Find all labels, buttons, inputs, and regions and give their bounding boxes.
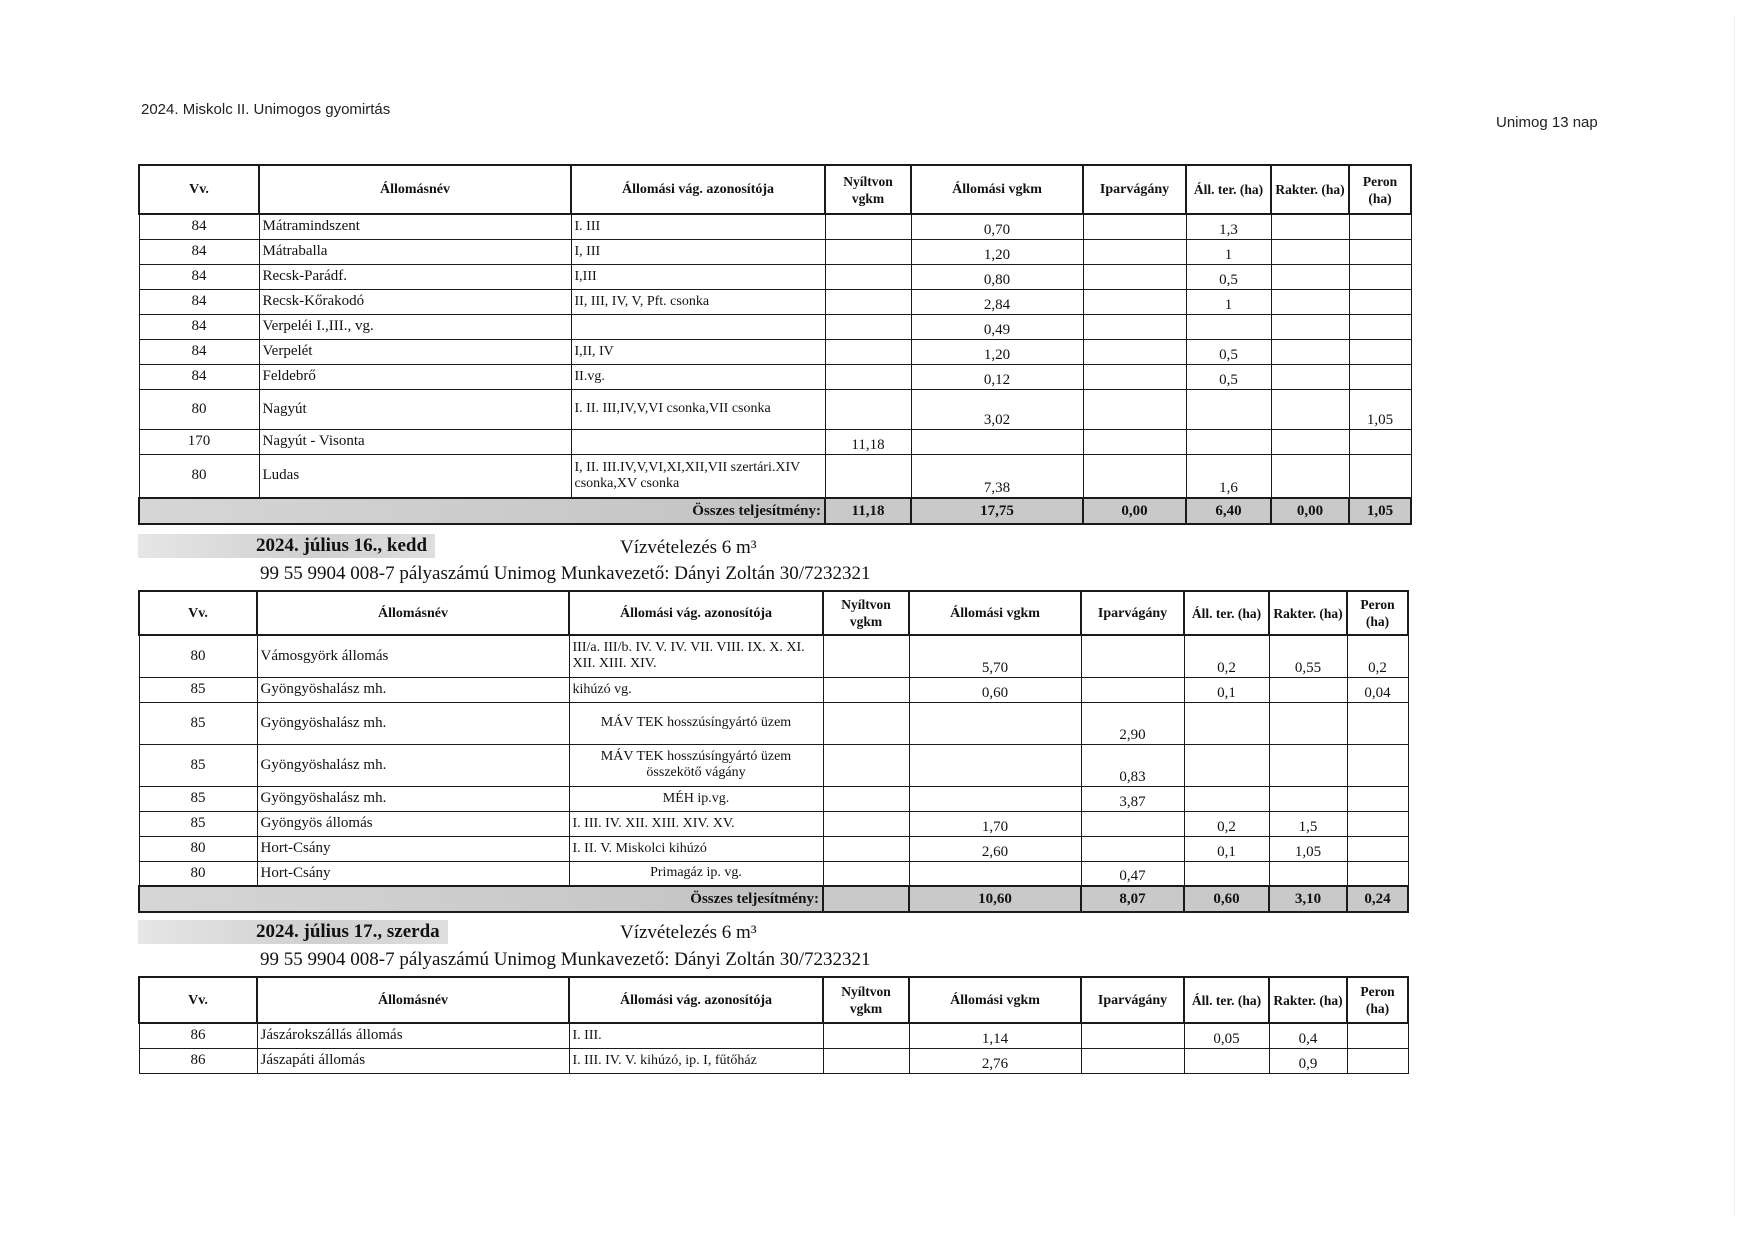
table-row (139, 702, 1408, 744)
work-table-3 (138, 976, 1409, 1074)
table-row (139, 214, 1411, 239)
cell-azon: I. II. III,IV,V,VI csonka,VII csonka (571, 389, 825, 429)
day-1-info: 99 55 9904 008-7 pályaszámú Unimog Munkavezető: Dányi Zoltán 30/7232321 (260, 563, 871, 584)
col-header-ipar: Iparvágány (1081, 591, 1184, 635)
total-label: Összes teljesítmény: (139, 886, 823, 912)
table-row (139, 314, 1411, 339)
cell-name: Jászapáti állomás (257, 1048, 569, 1073)
total-allter: 0,60 (1184, 886, 1269, 912)
cell-nyilt (823, 702, 909, 744)
table-row (139, 861, 1408, 886)
cell-vv: 84 (139, 239, 259, 264)
cell-allter: 0,2 (1184, 811, 1269, 836)
cell-allter: 0,5 (1186, 339, 1271, 364)
cell-vv: 86 (139, 1023, 257, 1048)
cell-vv: 84 (139, 214, 259, 239)
document-title: 2024. Miskolc II. Unimogos gyomirtás (141, 101, 391, 118)
cell-rakter (1271, 314, 1349, 339)
cell-rakter: 1,5 (1269, 811, 1347, 836)
cell-name: Nagyút (259, 389, 571, 429)
col-header-rakter: Rakter. (ha) (1271, 165, 1349, 214)
cell-azon: Primagáz ip. vg. (569, 861, 823, 886)
cell-nyilt (823, 1023, 909, 1048)
cell-nyilt (823, 677, 909, 702)
cell-azon: MÉH ip.vg. (569, 786, 823, 811)
table-row (139, 264, 1411, 289)
cell-allter (1184, 744, 1269, 786)
cell-rakter: 0,4 (1269, 1023, 1347, 1048)
cell-name: Gyöngyös állomás (257, 811, 569, 836)
work-table-2 (138, 590, 1409, 913)
table-row (139, 1023, 1408, 1048)
col-header-nyilt: Nyíltvon vgkm (823, 977, 909, 1023)
cell-nyilt (823, 786, 909, 811)
cell-ipar (1081, 811, 1184, 836)
cell-rakter (1271, 264, 1349, 289)
cell-peron (1349, 289, 1411, 314)
cell-allter: 0,1 (1184, 677, 1269, 702)
cell-vv: 84 (139, 314, 259, 339)
table-row (139, 786, 1408, 811)
cell-allter (1184, 1048, 1269, 1073)
cell-allomasi (909, 786, 1081, 811)
cell-nyilt (823, 861, 909, 886)
cell-ipar (1083, 264, 1186, 289)
table-row (139, 811, 1408, 836)
cell-rakter (1271, 239, 1349, 264)
cell-vv: 84 (139, 264, 259, 289)
cell-rakter (1271, 214, 1349, 239)
cell-peron (1347, 744, 1408, 786)
cell-rakter (1271, 289, 1349, 314)
cell-vv: 170 (139, 429, 259, 454)
cell-peron (1347, 1023, 1408, 1048)
cell-allter: 1,3 (1186, 214, 1271, 239)
cell-allter: 1 (1186, 289, 1271, 314)
total-peron: 1,05 (1349, 498, 1411, 524)
cell-azon: III/a. III/b. IV. V. IV. VII. VIII. IX. X. XI. XII. XIII. XIV. (569, 635, 823, 677)
cell-vv: 85 (139, 677, 257, 702)
col-header-vv: Vv. (139, 165, 259, 214)
cell-nyilt (825, 239, 911, 264)
col-header-name: Állomásnév (257, 591, 569, 635)
col-header-vv: Vv. (139, 977, 257, 1023)
cell-vv: 84 (139, 364, 259, 389)
total-rakter: 3,10 (1269, 886, 1347, 912)
cell-rakter: 0,55 (1269, 635, 1347, 677)
cell-nyilt: 11,18 (825, 429, 911, 454)
cell-allomasi: 1,70 (909, 811, 1081, 836)
cell-allter: 1 (1186, 239, 1271, 264)
cell-allter (1186, 429, 1271, 454)
cell-azon: I. III (571, 214, 825, 239)
cell-allomasi: 0,80 (911, 264, 1083, 289)
cell-vv: 80 (139, 635, 257, 677)
cell-ipar (1083, 214, 1186, 239)
cell-rakter (1269, 786, 1347, 811)
cell-vv: 85 (139, 786, 257, 811)
cell-peron (1349, 214, 1411, 239)
cell-peron: 0,2 (1347, 635, 1408, 677)
cell-ipar (1083, 314, 1186, 339)
cell-allomasi (909, 861, 1081, 886)
cell-allter (1184, 702, 1269, 744)
cell-rakter (1271, 364, 1349, 389)
cell-allomasi: 2,84 (911, 289, 1083, 314)
total-row (139, 498, 1411, 524)
cell-vv: 80 (139, 861, 257, 886)
cell-allomasi (911, 429, 1083, 454)
table-header-row (139, 591, 1408, 635)
cell-allter: 0,5 (1186, 364, 1271, 389)
scan-edge (1734, 15, 1735, 1215)
cell-vv: 85 (139, 744, 257, 786)
cell-allter (1186, 389, 1271, 429)
cell-name: Verpeléi I.,III., vg. (259, 314, 571, 339)
cell-allomasi (909, 702, 1081, 744)
cell-allomasi (909, 744, 1081, 786)
col-header-rakter: Rakter. (ha) (1269, 977, 1347, 1023)
cell-ipar: 0,47 (1081, 861, 1184, 886)
table-row (139, 429, 1411, 454)
table-row (139, 677, 1408, 702)
table-row (139, 836, 1408, 861)
total-nyilt: 11,18 (825, 498, 911, 524)
cell-azon: I. III. IV. XII. XIII. XIV. XV. (569, 811, 823, 836)
cell-name: Hort-Csány (257, 836, 569, 861)
total-nyilt (823, 886, 909, 912)
cell-ipar (1083, 239, 1186, 264)
cell-allter: 0,2 (1184, 635, 1269, 677)
cell-name: Recsk-Parádf. (259, 264, 571, 289)
cell-allter: 0,1 (1184, 836, 1269, 861)
col-header-allter: Áll. ter. (ha) (1184, 977, 1269, 1023)
table-row (139, 339, 1411, 364)
table-1-body (139, 165, 1411, 524)
day-1-date: 2024. július 16., kedd (138, 534, 435, 558)
cell-nyilt (825, 314, 911, 339)
cell-ipar (1083, 429, 1186, 454)
cell-nyilt (823, 1048, 909, 1073)
cell-peron (1347, 702, 1408, 744)
work-table-1 (138, 164, 1412, 525)
cell-nyilt (825, 289, 911, 314)
table-header-row (139, 165, 1411, 214)
col-header-allomasi: Állomási vgkm (909, 591, 1081, 635)
cell-ipar (1081, 1048, 1184, 1073)
cell-nyilt (825, 339, 911, 364)
table-3-body (139, 977, 1408, 1073)
table-row (139, 289, 1411, 314)
cell-rakter (1269, 861, 1347, 886)
cell-peron (1349, 314, 1411, 339)
total-label: Összes teljesítmény: (139, 498, 825, 524)
cell-name: Gyöngyöshalász mh. (257, 702, 569, 744)
table-row (139, 744, 1408, 786)
document-right-note: Unimog 13 nap (1496, 114, 1598, 131)
cell-name: Mátraballa (259, 239, 571, 264)
cell-name: Hort-Csány (257, 861, 569, 886)
cell-allter (1184, 861, 1269, 886)
cell-azon: I, III (571, 239, 825, 264)
cell-ipar (1083, 339, 1186, 364)
cell-nyilt (825, 264, 911, 289)
cell-nyilt (823, 744, 909, 786)
cell-peron (1347, 1048, 1408, 1073)
cell-rakter (1271, 429, 1349, 454)
cell-vv: 84 (139, 339, 259, 364)
cell-nyilt (823, 836, 909, 861)
cell-allomasi: 0,60 (909, 677, 1081, 702)
cell-peron (1347, 786, 1408, 811)
cell-nyilt (825, 389, 911, 429)
cell-allomasi: 0,70 (911, 214, 1083, 239)
cell-peron (1349, 339, 1411, 364)
cell-ipar (1081, 836, 1184, 861)
cell-nyilt (825, 214, 911, 239)
cell-allter (1186, 314, 1271, 339)
cell-azon: I, II. III.IV,V,VI,XI,XII,VII szertári.XIV csonka,XV csonka (571, 454, 825, 498)
table-header-row (139, 977, 1408, 1023)
cell-azon: I,II, IV (571, 339, 825, 364)
cell-azon: II, III, IV, V, Pft. csonka (571, 289, 825, 314)
col-header-nyilt: Nyíltvon vgkm (825, 165, 911, 214)
cell-name: Ludas (259, 454, 571, 498)
col-header-ipar: Iparvágány (1081, 977, 1184, 1023)
cell-peron (1347, 836, 1408, 861)
cell-rakter: 0,9 (1269, 1048, 1347, 1073)
cell-name: Jászárokszállás állomás (257, 1023, 569, 1048)
cell-name: Gyöngyöshalász mh. (257, 786, 569, 811)
cell-rakter (1269, 677, 1347, 702)
table-row (139, 364, 1411, 389)
cell-peron (1347, 811, 1408, 836)
total-row (139, 886, 1408, 912)
cell-peron (1349, 454, 1411, 498)
cell-allomasi: 0,12 (911, 364, 1083, 389)
cell-ipar (1081, 635, 1184, 677)
cell-azon (571, 314, 825, 339)
col-header-name: Állomásnév (259, 165, 571, 214)
cell-name: Gyöngyöshalász mh. (257, 744, 569, 786)
cell-vv: 85 (139, 811, 257, 836)
cell-vv: 80 (139, 836, 257, 861)
cell-azon: I. II. V. Miskolci kihúzó (569, 836, 823, 861)
cell-ipar (1083, 389, 1186, 429)
total-ipar: 8,07 (1081, 886, 1184, 912)
cell-allomasi: 1,20 (911, 239, 1083, 264)
col-header-allomasi: Állomási vgkm (909, 977, 1081, 1023)
day-2-water: Vízvételezés 6 m³ (620, 922, 757, 943)
cell-azon: MÁV TEK hosszúsíngyártó üzem (569, 702, 823, 744)
cell-name: Nagyút - Visonta (259, 429, 571, 454)
cell-peron (1349, 264, 1411, 289)
cell-name: Recsk-Kőrakodó (259, 289, 571, 314)
cell-allter: 0,05 (1184, 1023, 1269, 1048)
cell-azon: kihúzó vg. (569, 677, 823, 702)
cell-allomasi: 7,38 (911, 454, 1083, 498)
cell-azon: MÁV TEK hosszúsíngyártó üzem összekötő vágány (569, 744, 823, 786)
cell-peron (1349, 429, 1411, 454)
cell-azon: I,III (571, 264, 825, 289)
day-2-info: 99 55 9904 008-7 pályaszámú Unimog Munkavezető: Dányi Zoltán 30/7232321 (260, 949, 871, 970)
table-row (139, 239, 1411, 264)
cell-ipar (1083, 289, 1186, 314)
cell-nyilt (823, 811, 909, 836)
table-row (139, 454, 1411, 498)
cell-peron: 0,04 (1347, 677, 1408, 702)
total-allomasi: 17,75 (911, 498, 1083, 524)
cell-ipar (1083, 364, 1186, 389)
col-header-azon: Állomási vág. azonosítója (569, 977, 823, 1023)
col-header-name: Állomásnév (257, 977, 569, 1023)
cell-vv: 80 (139, 454, 259, 498)
cell-rakter (1271, 454, 1349, 498)
total-ipar: 0,00 (1083, 498, 1186, 524)
col-header-peron: Peron (ha) (1349, 165, 1411, 214)
cell-name: Feldebrő (259, 364, 571, 389)
table-2-body (139, 591, 1408, 912)
cell-rakter (1271, 389, 1349, 429)
cell-allter (1184, 786, 1269, 811)
total-peron: 0,24 (1347, 886, 1408, 912)
col-header-peron: Peron (ha) (1347, 977, 1408, 1023)
col-header-nyilt: Nyíltvon vgkm (823, 591, 909, 635)
cell-peron (1347, 861, 1408, 886)
cell-name: Vámosgyörk állomás (257, 635, 569, 677)
cell-azon: I. III. IV. V. kihúzó, ip. I, fűtőház (569, 1048, 823, 1073)
cell-azon (571, 429, 825, 454)
col-header-rakter: Rakter. (ha) (1269, 591, 1347, 635)
cell-rakter (1269, 744, 1347, 786)
cell-vv: 80 (139, 389, 259, 429)
cell-allomasi: 2,60 (909, 836, 1081, 861)
cell-nyilt (823, 635, 909, 677)
cell-peron: 1,05 (1349, 389, 1411, 429)
cell-rakter (1271, 339, 1349, 364)
table-row (139, 635, 1408, 677)
cell-nyilt (825, 454, 911, 498)
col-header-allter: Áll. ter. (ha) (1184, 591, 1269, 635)
cell-vv: 84 (139, 289, 259, 314)
cell-peron (1349, 239, 1411, 264)
total-allter: 6,40 (1186, 498, 1271, 524)
cell-ipar: 3,87 (1081, 786, 1184, 811)
cell-allomasi: 0,49 (911, 314, 1083, 339)
table-row (139, 389, 1411, 429)
col-header-peron: Peron (ha) (1347, 591, 1408, 635)
col-header-vv: Vv. (139, 591, 257, 635)
cell-allomasi: 5,70 (909, 635, 1081, 677)
cell-name: Mátramindszent (259, 214, 571, 239)
cell-vv: 86 (139, 1048, 257, 1073)
cell-allomasi: 2,76 (909, 1048, 1081, 1073)
cell-allter: 1,6 (1186, 454, 1271, 498)
day-1-water: Vízvételezés 6 m³ (620, 537, 757, 558)
cell-rakter: 1,05 (1269, 836, 1347, 861)
cell-allomasi: 1,20 (911, 339, 1083, 364)
col-header-ipar: Iparvágány (1083, 165, 1186, 214)
cell-vv: 85 (139, 702, 257, 744)
cell-allomasi: 1,14 (909, 1023, 1081, 1048)
col-header-allter: Áll. ter. (ha) (1186, 165, 1271, 214)
table-row (139, 1048, 1408, 1073)
cell-ipar: 2,90 (1081, 702, 1184, 744)
total-rakter: 0,00 (1271, 498, 1349, 524)
cell-name: Gyöngyöshalász mh. (257, 677, 569, 702)
col-header-azon: Állomási vág. azonosítója (569, 591, 823, 635)
cell-azon: II.vg. (571, 364, 825, 389)
cell-rakter (1269, 702, 1347, 744)
cell-peron (1349, 364, 1411, 389)
cell-ipar (1081, 677, 1184, 702)
cell-name: Verpelét (259, 339, 571, 364)
cell-azon: I. III. (569, 1023, 823, 1048)
col-header-azon: Állomási vág. azonosítója (571, 165, 825, 214)
cell-allomasi: 3,02 (911, 389, 1083, 429)
cell-allter: 0,5 (1186, 264, 1271, 289)
cell-ipar: 0,83 (1081, 744, 1184, 786)
col-header-allomasi: Állomási vgkm (911, 165, 1083, 214)
cell-nyilt (825, 364, 911, 389)
total-allomasi: 10,60 (909, 886, 1081, 912)
day-2-date: 2024. július 17., szerda (138, 920, 448, 944)
cell-ipar (1081, 1023, 1184, 1048)
cell-ipar (1083, 454, 1186, 498)
